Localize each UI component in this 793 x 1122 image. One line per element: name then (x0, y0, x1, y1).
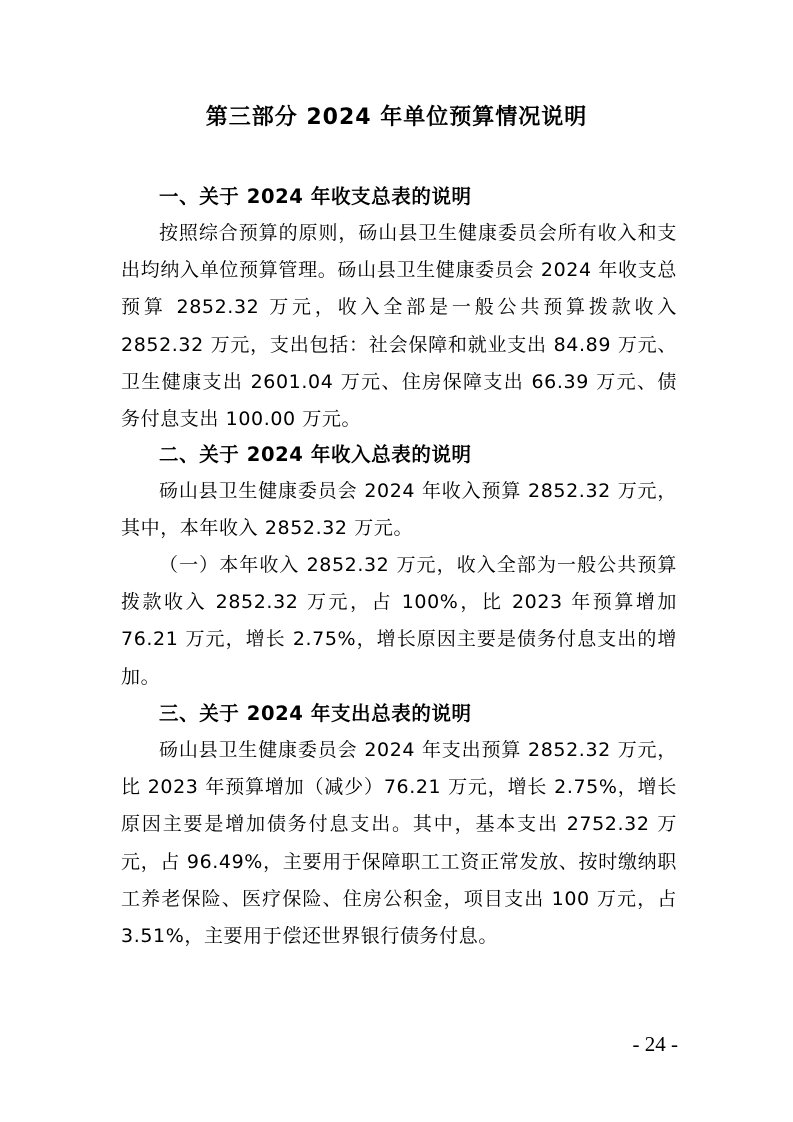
section-3-heading: 三、关于 2024 年支出总表的说明 (159, 702, 472, 725)
section-2-subitem-1: （一）本年收入 2852.32 万元，收入全部为一般公共预算拨款收入 2852.32 万元，占 100%，比 2023 年预算增加 76.21 万元，增长 2.75%，增长原因主要是债务付息支出的增加。 (121, 554, 677, 688)
page-title: 第三部分 2024 年单位预算情况说明 (205, 105, 588, 130)
section-2-heading: 二、关于 2024 年收入总表的说明 (159, 443, 472, 466)
section-1-paragraph: 按照综合预算的原则，砀山县卫生健康委员会所有收入和支出均纳入单位预算管理。砀山县卫生健康委员会 2024 年收支总预算 2852.32 万元，收入全部是一般公共预算拨款收入 2852.32 万元，支出包括：社会保障和就业支出 84.89 万元、卫生健康支出 2601.04 万元、住房保障支出 66.39 万元、债务付息支出 100.00 万元。 (121, 222, 677, 431)
page-number: - 24 - (632, 1032, 678, 1056)
section-1-heading: 一、关于 2024 年收支总表的说明 (159, 185, 472, 208)
section-2-paragraph: 砀山县卫生健康委员会 2024 年收入预算 2852.32 万元，其中，本年收入 2852.32 万元。 (121, 480, 677, 540)
section-3-paragraph: 砀山县卫生健康委员会 2024 年支出预算 2852.32 万元，比 2023 年预算增加（减少）76.21 万元，增长 2.75%，增长原因主要是增加债务付息支出。其中，基本支出 2752.32 万元，占 96.49%，主要用于保障职工工资正常发放、按时缴纳职工养老保险、医疗保险、住房公积金，项目支出 100 万元，占 3.51%，主要用于偿还世界银行债务付息。 (121, 739, 677, 948)
